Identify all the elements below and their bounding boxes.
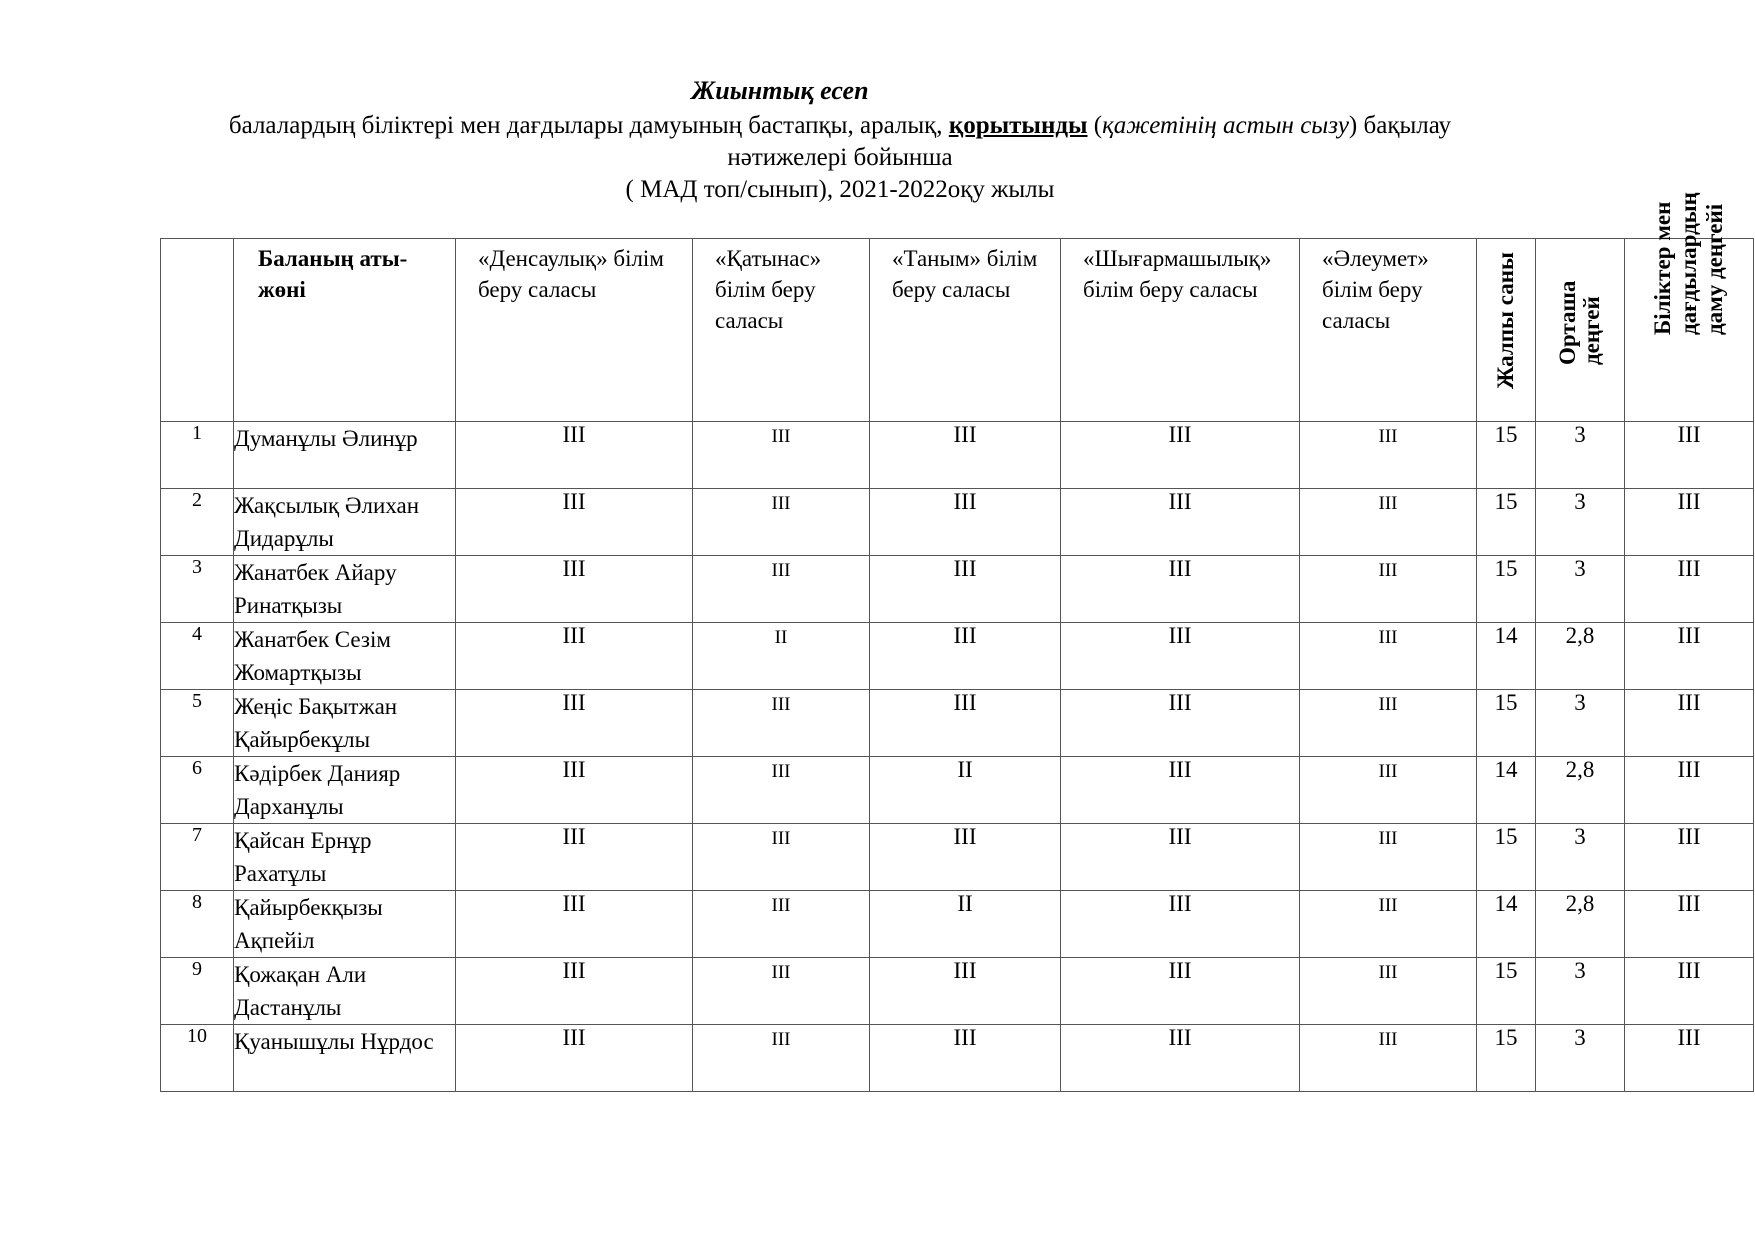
average-level-cell: 2,8 bbox=[1536, 623, 1625, 690]
creativity-level-cell: III bbox=[1061, 690, 1300, 757]
health-level-cell: III bbox=[456, 422, 693, 489]
row-number-cell: 6 bbox=[161, 757, 234, 824]
child-name-cell: Жанатбек Айару Ринатқызы bbox=[234, 556, 456, 623]
health-level-cell: III bbox=[456, 489, 693, 556]
communication-level-cell: III bbox=[693, 489, 870, 556]
total-count-cell: 15 bbox=[1477, 690, 1536, 757]
social-level-cell: III bbox=[1300, 489, 1477, 556]
communication-level-cell: III bbox=[693, 958, 870, 1025]
skill-development-level-cell: III bbox=[1625, 891, 1754, 958]
table-row bbox=[161, 891, 1754, 958]
communication-level-cell: II bbox=[693, 623, 870, 690]
skill-development-level-cell: III bbox=[1625, 556, 1754, 623]
creativity-level-cell: III bbox=[1061, 1025, 1300, 1092]
row-number-cell: 1 bbox=[161, 422, 234, 489]
report-subtitle bbox=[200, 110, 1480, 174]
row-number-cell: 10 bbox=[161, 1025, 234, 1092]
communication-level-cell: III bbox=[693, 757, 870, 824]
total-count-cell: 15 bbox=[1477, 958, 1536, 1025]
health-level-cell: III bbox=[456, 1025, 693, 1092]
health-level-cell: III bbox=[456, 690, 693, 757]
cognition-level-cell: II bbox=[870, 891, 1061, 958]
health-level-cell: III bbox=[456, 757, 693, 824]
table-row bbox=[161, 489, 1754, 556]
table-row bbox=[161, 1025, 1754, 1092]
header-communication: «Қатынас» білім беру саласы bbox=[693, 239, 870, 422]
health-level-cell: III bbox=[456, 623, 693, 690]
social-level-cell: III bbox=[1300, 623, 1477, 690]
child-name-cell: Жеңіс Бақытжан Қайырбекұлы bbox=[234, 690, 456, 757]
header-health: «Денсаулық» білім беру саласы bbox=[456, 239, 693, 422]
header-number bbox=[161, 239, 234, 422]
row-number-cell: 7 bbox=[161, 824, 234, 891]
subtitle-underlined-word: қорытынды bbox=[948, 112, 1088, 139]
header-skill-level: Біліктер мен дағдылардың даму деңгейі bbox=[1625, 239, 1754, 422]
child-name-cell: Кәдірбек Данияр Дарханұлы bbox=[234, 757, 456, 824]
social-level-cell: III bbox=[1300, 757, 1477, 824]
cognition-level-cell: III bbox=[870, 1025, 1061, 1092]
average-level-cell: 2,8 bbox=[1536, 757, 1625, 824]
total-count-cell: 14 bbox=[1477, 757, 1536, 824]
total-count-cell: 14 bbox=[1477, 623, 1536, 690]
communication-level-cell: III bbox=[693, 891, 870, 958]
health-level-cell: III bbox=[456, 824, 693, 891]
table-row bbox=[161, 422, 1754, 489]
social-level-cell: III bbox=[1300, 958, 1477, 1025]
cognition-level-cell: III bbox=[870, 623, 1061, 690]
communication-level-cell: III bbox=[693, 824, 870, 891]
table-row bbox=[161, 690, 1754, 757]
skill-development-level-cell: III bbox=[1625, 690, 1754, 757]
header-total: Жалпы саны bbox=[1477, 239, 1536, 422]
creativity-level-cell: III bbox=[1061, 623, 1300, 690]
total-count-cell: 15 bbox=[1477, 556, 1536, 623]
subtitle-text-start: балалардың біліктері мен дағдылары дамуының бастапқы, аралық, bbox=[228, 112, 949, 139]
total-count-cell: 14 bbox=[1477, 891, 1536, 958]
health-level-cell: III bbox=[456, 556, 693, 623]
average-level-cell: 3 bbox=[1536, 489, 1625, 556]
skill-development-level-cell: III bbox=[1625, 422, 1754, 489]
child-name-cell: Қуанышұлы Нұрдос bbox=[234, 1025, 456, 1092]
table-row bbox=[161, 556, 1754, 623]
skill-development-level-cell: III bbox=[1625, 958, 1754, 1025]
creativity-level-cell: III bbox=[1061, 824, 1300, 891]
skill-development-level-cell: III bbox=[1625, 623, 1754, 690]
child-name-cell: Жанатбек Сезім Жомартқызы bbox=[234, 623, 456, 690]
skill-development-level-cell: III bbox=[1625, 489, 1754, 556]
creativity-level-cell: III bbox=[1061, 757, 1300, 824]
health-level-cell: III bbox=[456, 891, 693, 958]
report-year-line: ( МАД топ/сынып), 2021-2022оқу жылы bbox=[625, 176, 1055, 203]
skill-development-level-cell: III bbox=[1625, 824, 1754, 891]
average-level-cell: 3 bbox=[1536, 422, 1625, 489]
communication-level-cell: III bbox=[693, 556, 870, 623]
subtitle-italic-note: қажетінің астын сызу bbox=[1102, 112, 1349, 139]
header-cognition: «Таным» білім беру саласы bbox=[870, 239, 1061, 422]
row-number-cell: 9 bbox=[161, 958, 234, 1025]
row-number-cell: 3 bbox=[161, 556, 234, 623]
average-level-cell: 3 bbox=[1536, 1025, 1625, 1092]
header-social: «Әлеумет» білім беру саласы bbox=[1300, 239, 1477, 422]
table-row bbox=[161, 958, 1754, 1025]
creativity-level-cell: III bbox=[1061, 556, 1300, 623]
child-name-cell: Қайырбекқызы Ақпейіл bbox=[234, 891, 456, 958]
cognition-level-cell: III bbox=[870, 824, 1061, 891]
header-creativity: «Шығармашылық» білім беру саласы bbox=[1061, 239, 1300, 422]
cognition-level-cell: III bbox=[870, 556, 1061, 623]
cognition-level-cell: III bbox=[870, 489, 1061, 556]
table-row bbox=[161, 824, 1754, 891]
average-level-cell: 3 bbox=[1536, 958, 1625, 1025]
row-number-cell: 2 bbox=[161, 489, 234, 556]
report-title: Жиынтық есеп bbox=[691, 76, 869, 105]
cognition-level-cell: III bbox=[870, 690, 1061, 757]
child-name-cell: Қайсан Ернұр Рахатұлы bbox=[234, 824, 456, 891]
total-count-cell: 15 bbox=[1477, 422, 1536, 489]
total-count-cell: 15 bbox=[1477, 489, 1536, 556]
average-level-cell: 3 bbox=[1536, 824, 1625, 891]
social-level-cell: III bbox=[1300, 690, 1477, 757]
cognition-level-cell: III bbox=[870, 958, 1061, 1025]
social-level-cell: III bbox=[1300, 824, 1477, 891]
social-level-cell: III bbox=[1300, 422, 1477, 489]
creativity-level-cell: III bbox=[1061, 958, 1300, 1025]
health-level-cell: III bbox=[456, 958, 693, 1025]
row-number-cell: 4 bbox=[161, 623, 234, 690]
cognition-level-cell: II bbox=[870, 757, 1061, 824]
creativity-level-cell: III bbox=[1061, 422, 1300, 489]
table-header-row bbox=[161, 239, 1754, 422]
communication-level-cell: III bbox=[693, 690, 870, 757]
child-name-cell: Қожақан Али Дастанұлы bbox=[234, 958, 456, 1025]
child-name-cell: Думанұлы Әлинұр bbox=[234, 422, 456, 489]
social-level-cell: III bbox=[1300, 891, 1477, 958]
social-level-cell: III bbox=[1300, 1025, 1477, 1092]
creativity-level-cell: III bbox=[1061, 891, 1300, 958]
subtitle-text-end: ) бақылау нәтижелері бойынша bbox=[727, 112, 1452, 171]
average-level-cell: 3 bbox=[1536, 690, 1625, 757]
creativity-level-cell: III bbox=[1061, 489, 1300, 556]
skill-development-level-cell: III bbox=[1625, 1025, 1754, 1092]
total-count-cell: 15 bbox=[1477, 824, 1536, 891]
communication-level-cell: III bbox=[693, 1025, 870, 1092]
header-child-name: Баланың аты- жөні bbox=[234, 239, 456, 422]
skill-development-level-cell: III bbox=[1625, 757, 1754, 824]
row-number-cell: 8 bbox=[161, 891, 234, 958]
average-level-cell: 3 bbox=[1536, 556, 1625, 623]
table-row bbox=[161, 757, 1754, 824]
social-level-cell: III bbox=[1300, 556, 1477, 623]
communication-level-cell: III bbox=[693, 422, 870, 489]
table-row bbox=[161, 623, 1754, 690]
total-count-cell: 15 bbox=[1477, 1025, 1536, 1092]
subtitle-text-middle: ( bbox=[1087, 112, 1103, 139]
cognition-level-cell: III bbox=[870, 422, 1061, 489]
header-average: Орташа деңгей bbox=[1536, 239, 1625, 422]
average-level-cell: 2,8 bbox=[1536, 891, 1625, 958]
child-name-cell: Жақсылық Әлихан Дидарұлы bbox=[234, 489, 456, 556]
row-number-cell: 5 bbox=[161, 690, 234, 757]
results-table bbox=[160, 192, 1754, 1092]
